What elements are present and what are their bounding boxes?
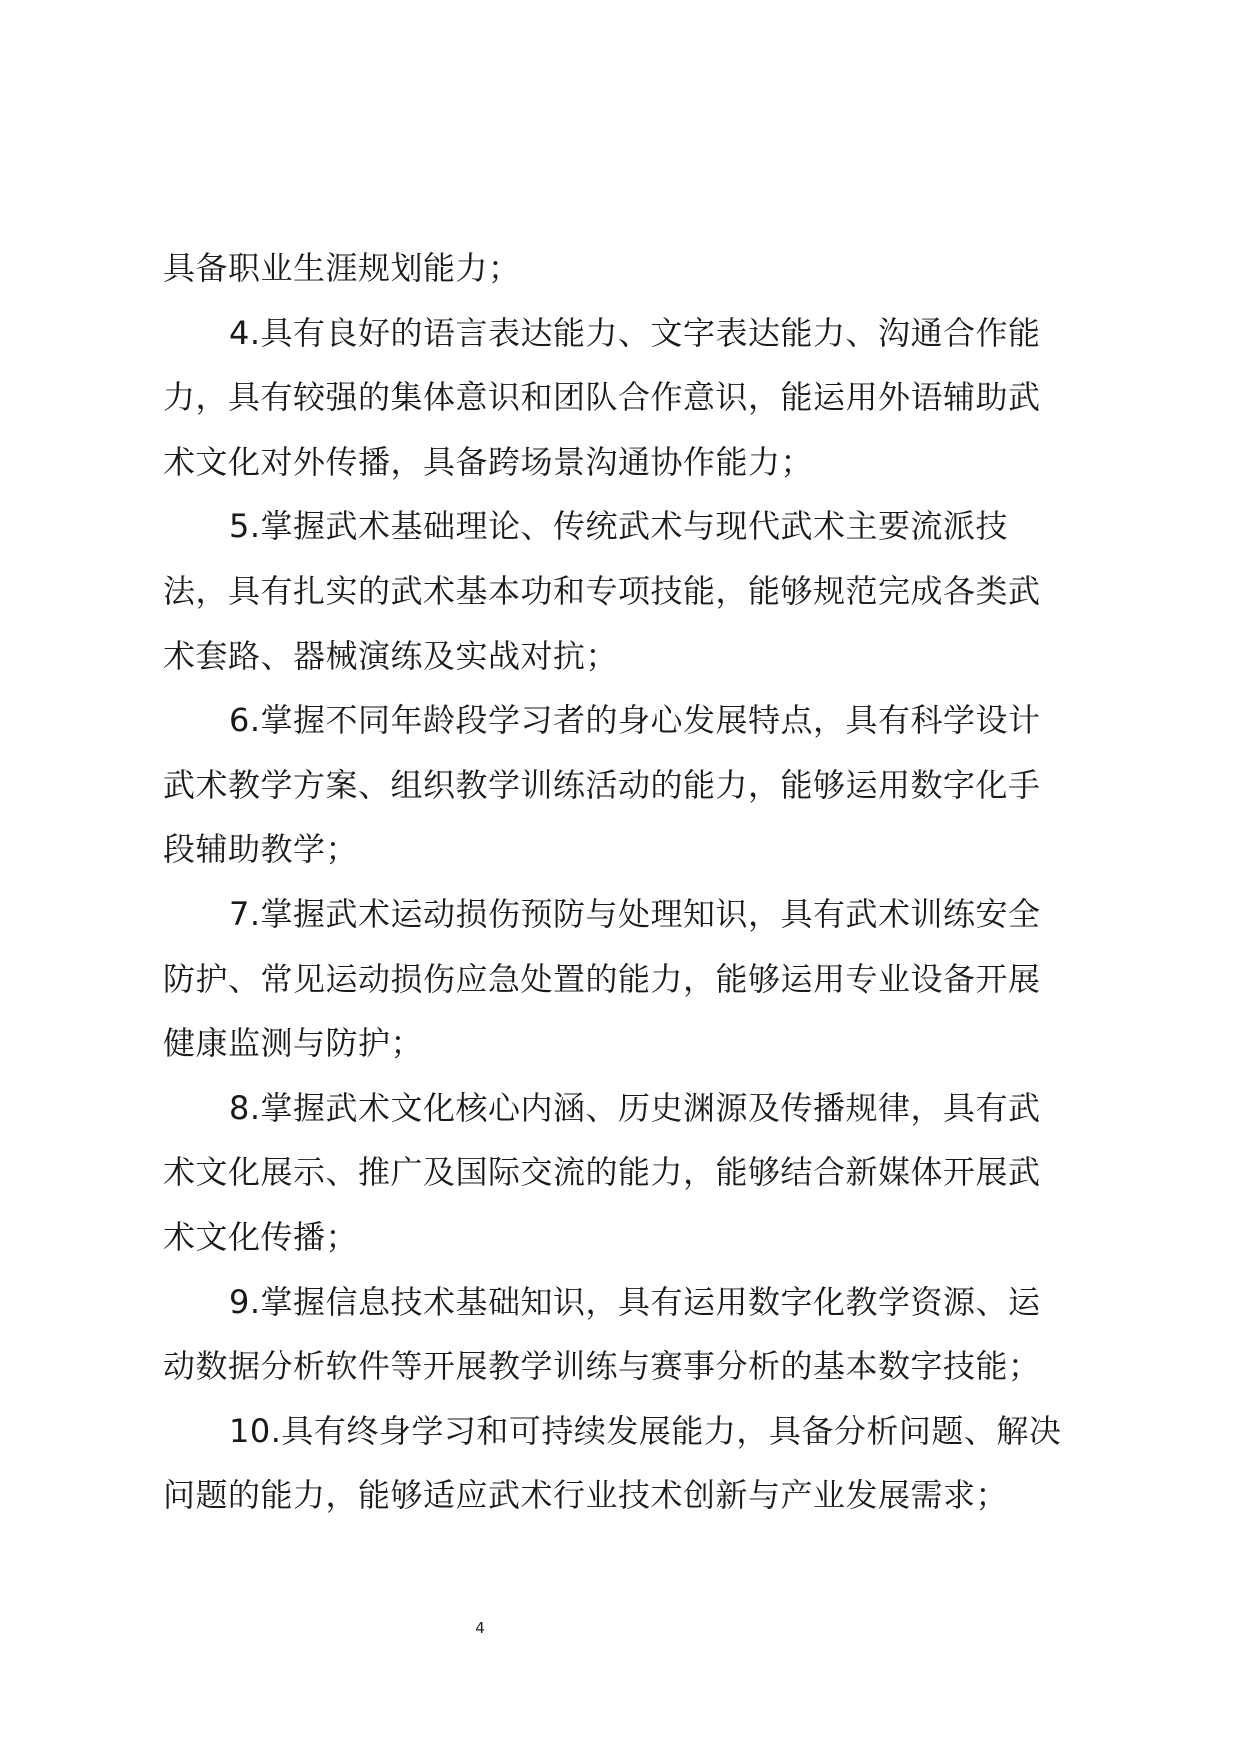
text-line: 力，具有较强的集体意识和团队合作意识，能运用外语辅助武 bbox=[163, 378, 1041, 417]
text-line-item-7: 7.掌握武术运动损伤预防与处理知识，具有武术训练安全 bbox=[229, 894, 1041, 933]
text-line-item-10: 10.具有终身学习和可持续发展能力，具备分析问题、解决 bbox=[229, 1411, 1062, 1450]
text-line: 健康监测与防护； bbox=[163, 1024, 424, 1063]
text-line-continuation: 具备职业生涯规划能力； bbox=[163, 249, 521, 287]
page-number: 4 bbox=[475, 1619, 485, 1637]
text-line-item-4: 4.具有良好的语言表达能力、文字表达能力、沟通合作能 bbox=[229, 313, 1041, 352]
text-line: 问题的能力，能够适应武术行业技术创新与产业发展需求； bbox=[163, 1476, 1009, 1515]
text-line-item-9: 9.掌握信息技术基础知识，具有运用数字化教学资源、运 bbox=[229, 1282, 1041, 1321]
text-line: 术套路、器械演练及实战对抗； bbox=[163, 636, 619, 675]
text-line: 动数据分析软件等开展教学训练与赛事分析的基本数字技能； bbox=[163, 1347, 1041, 1386]
text-line: 术文化传播； bbox=[163, 1217, 359, 1256]
text-line-item-8: 8.掌握武术文化核心内涵、历史渊源及传播规律，具有武 bbox=[229, 1088, 1041, 1127]
text-line-item-6: 6.掌握不同年龄段学习者的身心发展特点，具有科学设计 bbox=[229, 701, 1041, 740]
document-body bbox=[163, 236, 1093, 1528]
text-line: 防护、常见运动损伤应急处置的能力，能够运用专业设备开展 bbox=[163, 959, 1041, 998]
text-line: 武术教学方案、组织教学训练活动的能力，能够运用数字化手 bbox=[163, 765, 1041, 804]
text-line: 段辅助教学； bbox=[163, 830, 359, 869]
text-line-item-5: 5.掌握武术基础理论、传统武术与现代武术主要流派技 bbox=[229, 507, 1009, 546]
text-line: 术文化对外传播，具备跨场景沟通协作能力； bbox=[163, 442, 814, 481]
text-line: 法，具有扎实的武术基本功和专项技能，能够规范完成各类武 bbox=[163, 571, 1041, 610]
text-line: 术文化展示、推广及国际交流的能力，能够结合新媒体开展武 bbox=[163, 1153, 1041, 1192]
